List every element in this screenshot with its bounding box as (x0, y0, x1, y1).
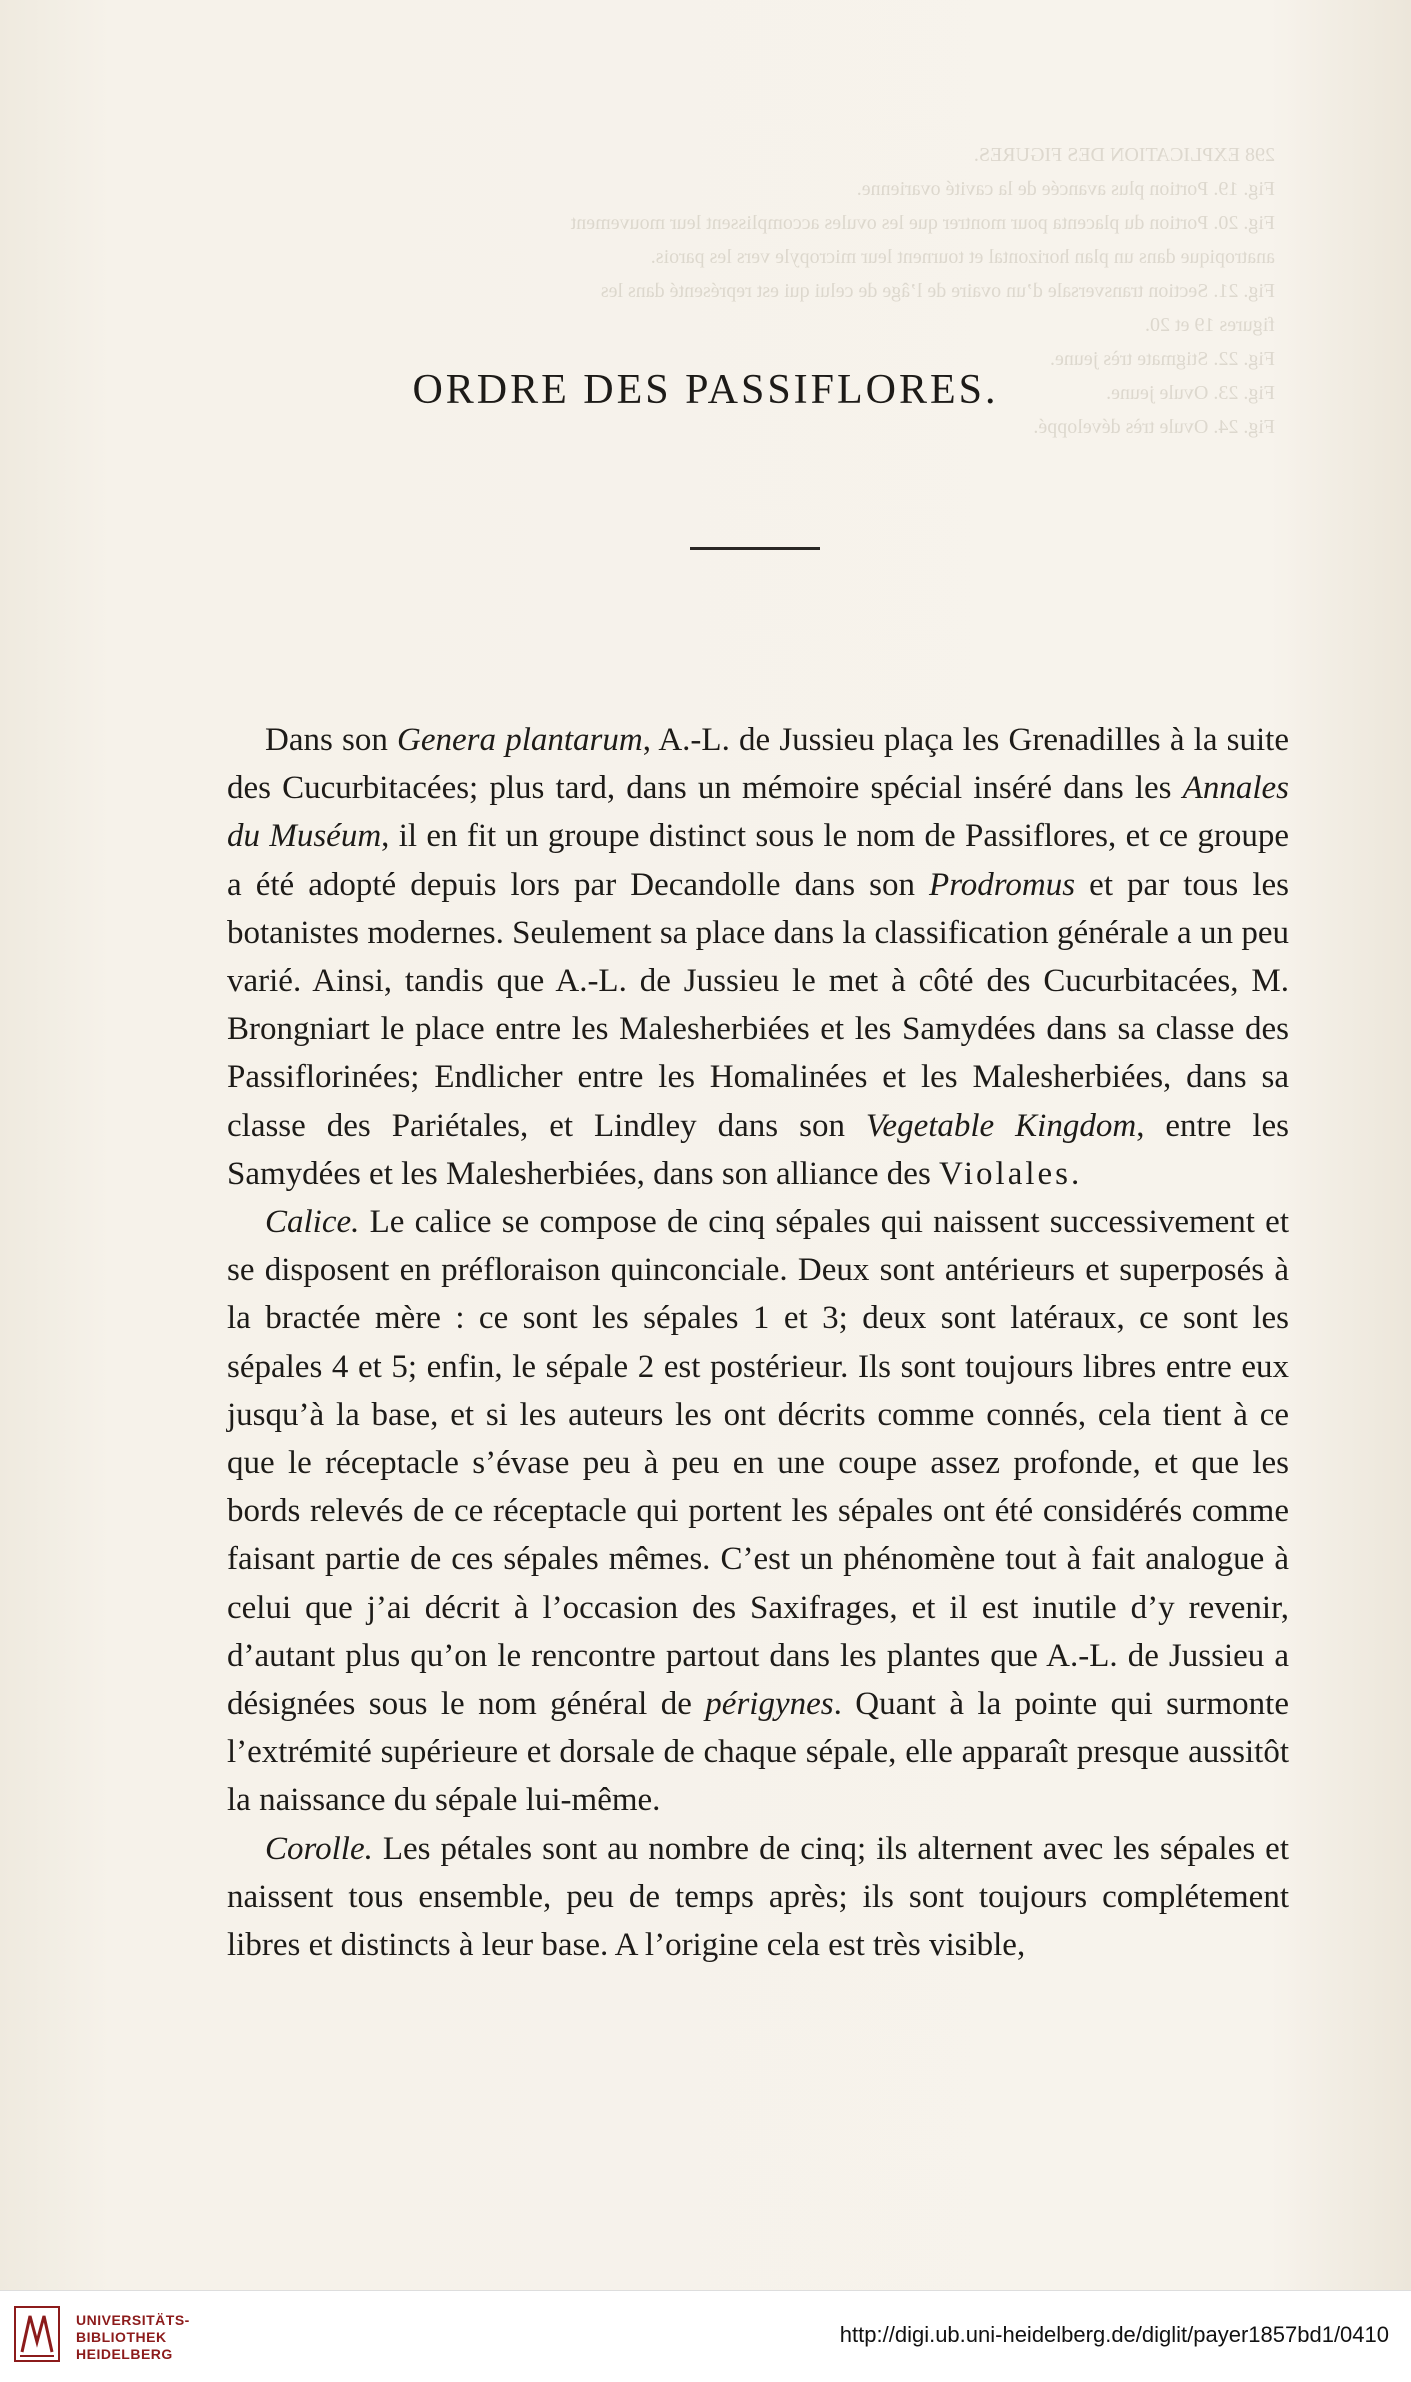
logo-line: BIBLIOTHEK (76, 2329, 167, 2345)
page-title: ORDRE DES PASSIFLORES. (412, 367, 999, 413)
text-run: Le calice se compose de cinq sépales qui naissent successivement et se disposent en préfloraison quinconciale. Deux sont antérieurs et superposés à la bractée mère : ce sont les sépales 1 et 3; deux sont latéraux, ce sont les sépales 4 et 5; enfin, le sépale 2 est postérieur. Ils sont toujours libres entre eux jusqu’à la base, et si les auteurs les ont décrits comme connés, cela tient à ce que le réceptacle s’évase peu à peu en une coupe assez profonde, et que les bords relevés de ce réceptacle qui portent les sépales ont été considérés comme faisant partie de ces sépales mêmes. C’est un phénomène tout à fait analogue à celui que j’ai décrit à l’occasion des Saxifrages, et il est inutile d’y revenir, d’autant plus qu’on le rencontre partout dans les plantes que A.-L. de Jussieu a désignées sous le nom général de (227, 1204, 1289, 1723)
paragraph-calice (227, 1198, 1289, 1825)
show-through-line: Fig. 23. Ovule jeune. (1106, 382, 1275, 404)
show-through-line: figures 19 et 20. (1145, 314, 1275, 336)
show-through-line: 298 EXPLICATION DES FIGURES. (973, 144, 1275, 166)
library-logo-icon (14, 2306, 60, 2362)
show-through-line: anatropique dans un plan horizontal et tournent leur micropyle vers les parois. (650, 246, 1275, 268)
text-run: , il en fit un groupe distinct sous le nom de Passiflores, et ce groupe a été adopté depuis lors par Decandolle dans son (227, 818, 1289, 903)
logo-line: HEIDELBERG (76, 2346, 173, 2362)
italic-run: Calice. (265, 1204, 360, 1241)
library-logo-text (76, 2312, 190, 2363)
logo-line: UNIVERSITÄTS- (76, 2312, 190, 2328)
show-through-line: Fig. 20. Portion du placenta pour montrer que les ovules accomplissent leur mouvement (570, 212, 1275, 234)
show-through-line: Fig. 22. Stigmate très jeune. (1050, 348, 1275, 370)
text-run: . Quant à la pointe qui surmonte l’extrémité supérieure et dorsale de chaque sépale, elle apparaît presque aussitôt la naissance du sépale lui-même. (227, 1686, 1289, 1819)
italic-run: Annales du Muséum (227, 770, 1289, 855)
italic-run: Prodromus (929, 866, 1076, 903)
italic-run: Genera plantarum (397, 722, 643, 758)
show-through-line: Fig. 21. Section transversale d’un ovaire de l’âge de celui qui est représenté dans les (600, 280, 1275, 302)
title-rule-divider (690, 547, 820, 550)
text-run: . (1071, 1155, 1080, 1192)
show-through-line: Fig. 19. Portion plus avancée de la cavité ovarienne. (856, 178, 1275, 200)
text-run: Les pétales sont au nombre de cinq; ils alternent avec les sépales et naissent tous ensemble, peu de temps après; ils sont toujours complétement libres et distincts à leur base. A l’origine cela est très visible, (227, 1830, 1289, 1964)
show-through-line: Fig. 24. Ovule très développé. (1033, 416, 1275, 438)
body-text (227, 716, 1289, 1969)
italic-run: Corolle. (265, 1830, 373, 1867)
text-run: Dans son (265, 722, 398, 758)
text-run: , A.-L. de Jussieu plaça les Grenadilles à la suite des Cucurbitacées; plus tard, dans un mémoire spécial inséré dans les (227, 722, 1289, 807)
italic-run: Vegetable Kingdom (865, 1107, 1137, 1144)
text-run: et par tous les botanistes modernes. Seulement sa place dans la classification générale a un peu varié. Ainsi, tandis que A.-L. de Jussieu le met à côté des Cucurbitacées, M. Brongniart le place entre les Malesherbiées et les Samydées dans sa classe des Passiflorinées; Endlicher entre les Homalinées et les Malesherbiées, dans sa classe des Pariétales, et Lindley dans son (227, 866, 1289, 1144)
source-url-link[interactable]: http://digi.ub.uni-heidelberg.de/diglit/payer1857bd1/0410 (839, 2322, 1389, 2347)
paragraph-intro (227, 716, 1289, 1198)
text-run: , entre les Samydées et les Malesherbiées, dans son alliance des (227, 1107, 1289, 1192)
paragraph-corolle (227, 1825, 1289, 1970)
spaced-run: Violales (939, 1155, 1072, 1192)
italic-run: périgynes (705, 1686, 834, 1723)
